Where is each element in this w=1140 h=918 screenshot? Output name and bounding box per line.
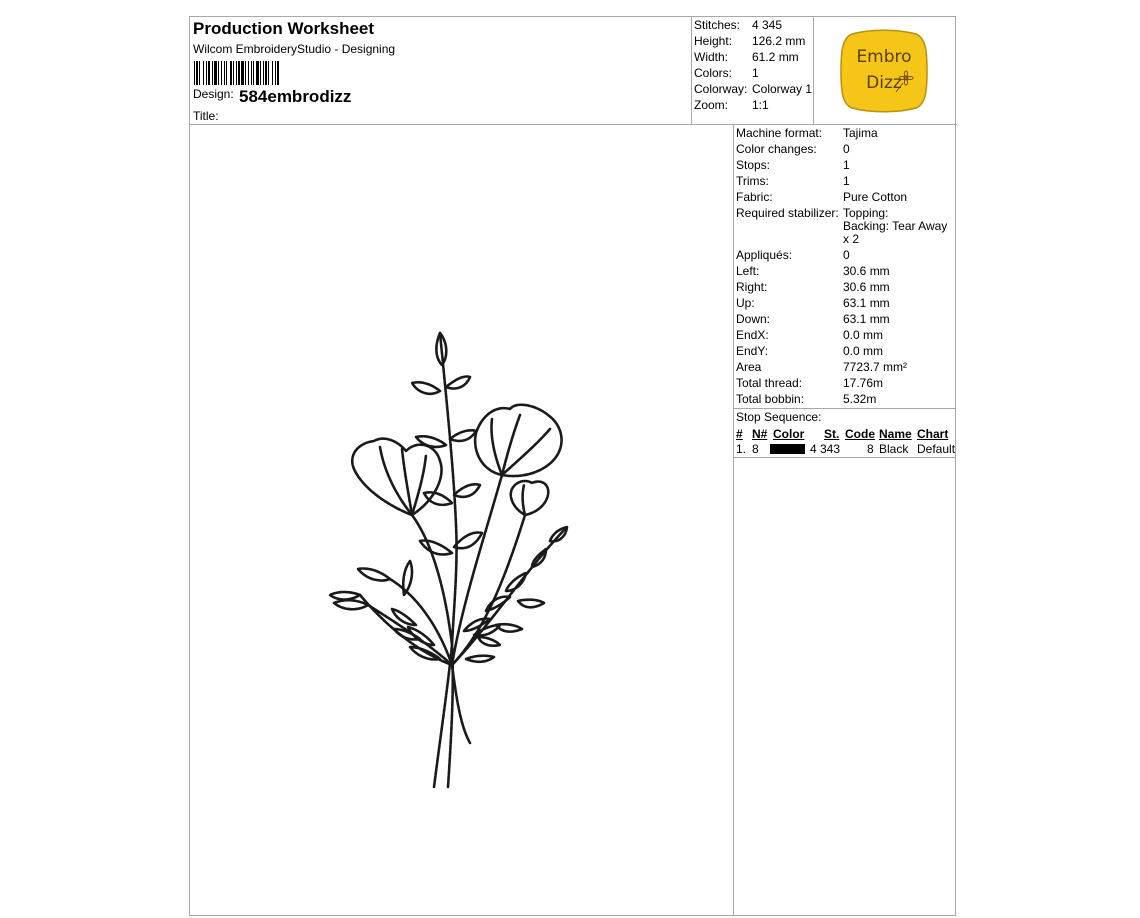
- col-header-color: Color: [773, 427, 805, 441]
- color-swatch: [770, 444, 805, 454]
- stat-colorway: Colorway: Colorway 1: [694, 82, 813, 96]
- detail-left: Left: 30.6 mm: [736, 264, 890, 278]
- detail-color-changes: Color changes: 0: [736, 142, 850, 156]
- stats-panel: [691, 17, 813, 124]
- col-header-chart: Chart: [917, 427, 949, 441]
- stop-row-name: Black: [879, 442, 909, 456]
- stop-sequence: [734, 408, 956, 458]
- title-label: Title:: [193, 109, 219, 123]
- detail-down: Down: 63.1 mm: [736, 312, 890, 326]
- stop-row-code: 8: [867, 442, 874, 456]
- embrodizz-logo: [840, 28, 928, 114]
- col-header-needle: N#: [752, 427, 768, 441]
- detail-up: Up: 63.1 mm: [736, 296, 890, 310]
- stat-width: Width: 61.2 mm: [694, 50, 799, 64]
- worksheet-title: Production Worksheet: [193, 19, 375, 38]
- col-header-number: #: [736, 427, 743, 441]
- detail-trims: Trims: 1: [736, 174, 850, 188]
- details-panel: [734, 125, 956, 407]
- design-preview: [190, 125, 734, 915]
- detail-appliques: Appliqués: 0: [736, 248, 850, 262]
- detail-stabilizer: Required stabilizer: Topping: Backing: Tear Away x 2: [736, 206, 948, 246]
- stat-height: Height: 126.2 mm: [694, 34, 806, 48]
- stop-sequence-title: Stop Sequence:: [736, 410, 822, 424]
- detail-total-thread: Total thread: 17.76m: [736, 376, 884, 390]
- col-header-name: Name: [879, 427, 912, 441]
- detail-machine-format: Machine format: Tajima: [736, 126, 878, 140]
- detail-area: Area 7723.7 mm²: [736, 360, 908, 374]
- stat-zoom: Zoom: 1:1: [694, 98, 769, 112]
- col-header-code: Code: [845, 427, 875, 441]
- stop-row-number: 1.: [736, 442, 747, 456]
- worksheet-subtitle: Wilcom EmbroideryStudio - Designing: [193, 42, 396, 56]
- logo-text-line1: Embro: [856, 47, 912, 67]
- detail-endy: EndY: 0.0 mm: [736, 344, 884, 358]
- detail-right: Right: 30.6 mm: [736, 280, 890, 294]
- stat-stitches: Stitches: 4 345: [694, 18, 783, 32]
- logo-text-line2: Dizz: [866, 73, 902, 93]
- logo-cell: [813, 17, 955, 124]
- stop-row-chart: Default: [917, 442, 956, 456]
- stop-row-stitches: 4 343: [810, 442, 841, 456]
- stat-colors: Colors: 1: [694, 66, 759, 80]
- detail-total-bobbin: Total bobbin: 5.32m: [736, 392, 877, 406]
- embroidery-design-image: [190, 125, 733, 915]
- design-name: 584embrodizz: [239, 87, 352, 106]
- stop-row-needle: 8: [752, 442, 759, 456]
- detail-endx: EndX: 0.0 mm: [736, 328, 884, 342]
- barcode: [193, 61, 369, 85]
- col-header-stitches: St.: [824, 427, 840, 441]
- detail-stops: Stops: 1: [736, 158, 850, 172]
- worksheet-header: [190, 17, 957, 125]
- detail-fabric: Fabric: Pure Cotton: [736, 190, 908, 204]
- production-worksheet: [189, 16, 956, 916]
- design-label: Design:: [193, 87, 234, 101]
